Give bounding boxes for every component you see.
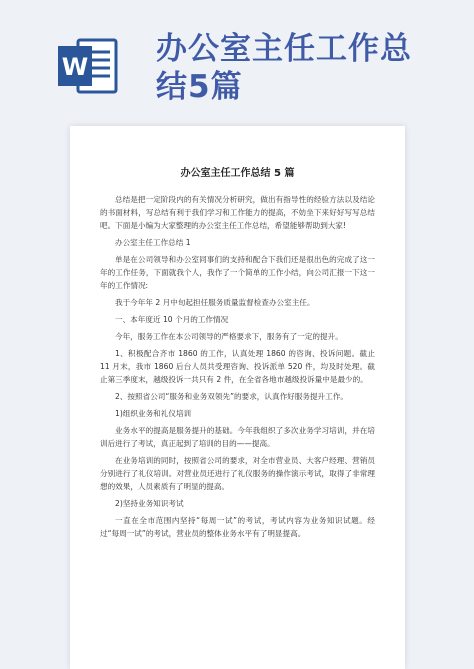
word-icon-letter: W (61, 53, 89, 81)
paragraph: 我于今年年 2 月中旬起担任服务质量监督检查办公室主任。 (115, 298, 315, 307)
section-heading: 办公室主任工作总结 1 (115, 238, 191, 247)
paragraph: 在业务培训的同时，按照省公司的要求，对全市营业员、大客户经理、营销员分别进行了礼仪培训。对营业员还进行了礼仪服务的操作演示考试，取得了非常理想的效果，人员素质有了明显的提高。 (100, 456, 375, 491)
hero-title-line1: 办公室主任工作总 (156, 31, 412, 67)
document-title: 办公室主任工作总结 5 篇 (180, 168, 295, 179)
sub-heading: 2)坚持业务知识考试 (115, 499, 184, 508)
paragraph: 单是在公司领导和办公室同事们的支持和配合下我们还是很出色的完成了这一年的工作任务，下面就我个人，我作了一个简单的工作小结，向公司汇报一下这一年的工作情况: (100, 255, 375, 290)
paragraph: 一直在全市范围内坚持“每周一试”的考试，考试内容为业务知识试题。经过“每周一试”的考试，营业员的整体业务水平有了明显提高。 (100, 516, 375, 538)
hero-title-line2: 结5篇 (156, 69, 243, 105)
paragraph: 2、按照省公司“服务和业务双领先”的要求，认真作好服务提升工作。 (115, 392, 348, 401)
paragraph: 今年，服务工作在本公司领导的严格要求下，服务有了一定的提升。 (115, 332, 343, 341)
hero-banner (0, 0, 474, 130)
document-page (70, 126, 405, 669)
paragraph: 1、积极配合齐市 1860 的工作，认真处理 1860 的咨询、投诉问题。截止 11 月末，我市 1860 后台人员共受理咨询、投诉派单 520 件，均及时处理。截止第三季度末，越级投诉一共只有 2 件，在全省各地市越级投诉量中是最少的。 (100, 349, 375, 384)
sub-heading: 1)组织业务和礼仪培训 (115, 409, 192, 418)
paragraph: 业务水平的提高是服务提升的基础。今年我组织了多次业务学习培训，并在培训后进行了考试，真正起到了培训的目的——提高。 (100, 426, 375, 448)
hero-title (156, 30, 456, 106)
word-doc-icon (56, 34, 120, 98)
section-heading: 一、本年度近 10 个月的工作情况 (115, 315, 229, 324)
paragraph: 总结是把一定阶段内的有关情况分析研究，做出有指导性的经验方法以及结论的书面材料，写总结有利于我们学习和工作能力的提高，不妨坐下来好好写写总结吧。下面是小编为大家整理的办公室主任工作总结，希望能够帮助到大家! (100, 195, 375, 230)
